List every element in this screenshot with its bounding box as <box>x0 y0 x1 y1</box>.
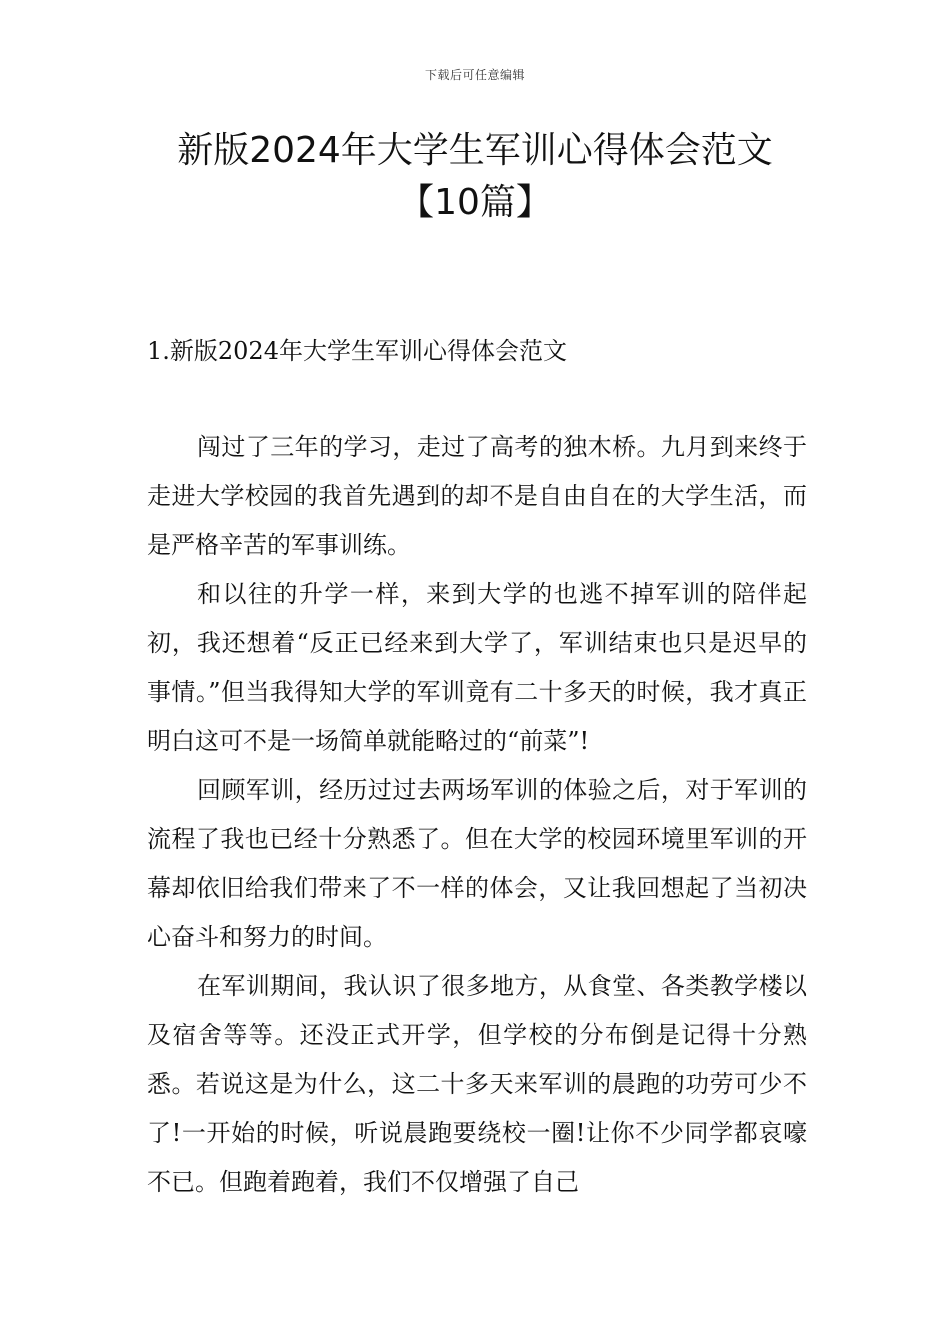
paragraph: 闯过了三年的学习，走过了高考的独木桥。九月到来终于走进大学校园的我首先遇到的却不是自由自在的大学生活，而是严格辛苦的军事训练。 <box>147 433 807 559</box>
paragraph: 在军训期间，我认识了很多地方，从食堂、各类教学楼以及宿舍等等。还没正式开学，但学校的分布倒是记得十分熟悉。若说这是为什么，这二十多天来军训的晨跑的功劳可少不了!一开始的时候，听说晨跑要绕校一圈!让你不少同学都哀嚎不已。但跑着跑着，我们不仅增强了自己 <box>147 972 807 1196</box>
header-note: 下载后可任意编辑 <box>424 68 525 82</box>
body-text <box>147 423 807 1207</box>
paragraph: 和以往的升学一样，来到大学的也逃不掉军训的陪伴起初，我还想着“反正已经来到大学了，军训结束也只是迟早的事情。”但当我得知大学的军训竟有二十多天的时候，我才真正明白这可不是一场简单就能略过的“前菜”! <box>147 580 807 755</box>
section-heading: 1.新版2024年大学生军训心得体会范文 <box>147 337 567 365</box>
paragraph: 回顾军训，经历过过去两场军训的体验之后，对于军训的流程了我也已经十分熟悉了。但在大学的校园环境里军训的开幕却依旧给我们带来了不一样的体会，又让我回想起了当初决心奋斗和努力的时间。 <box>147 776 807 951</box>
document-title: 新版2024年大学生军训心得体会范文【10篇】 <box>177 130 773 223</box>
